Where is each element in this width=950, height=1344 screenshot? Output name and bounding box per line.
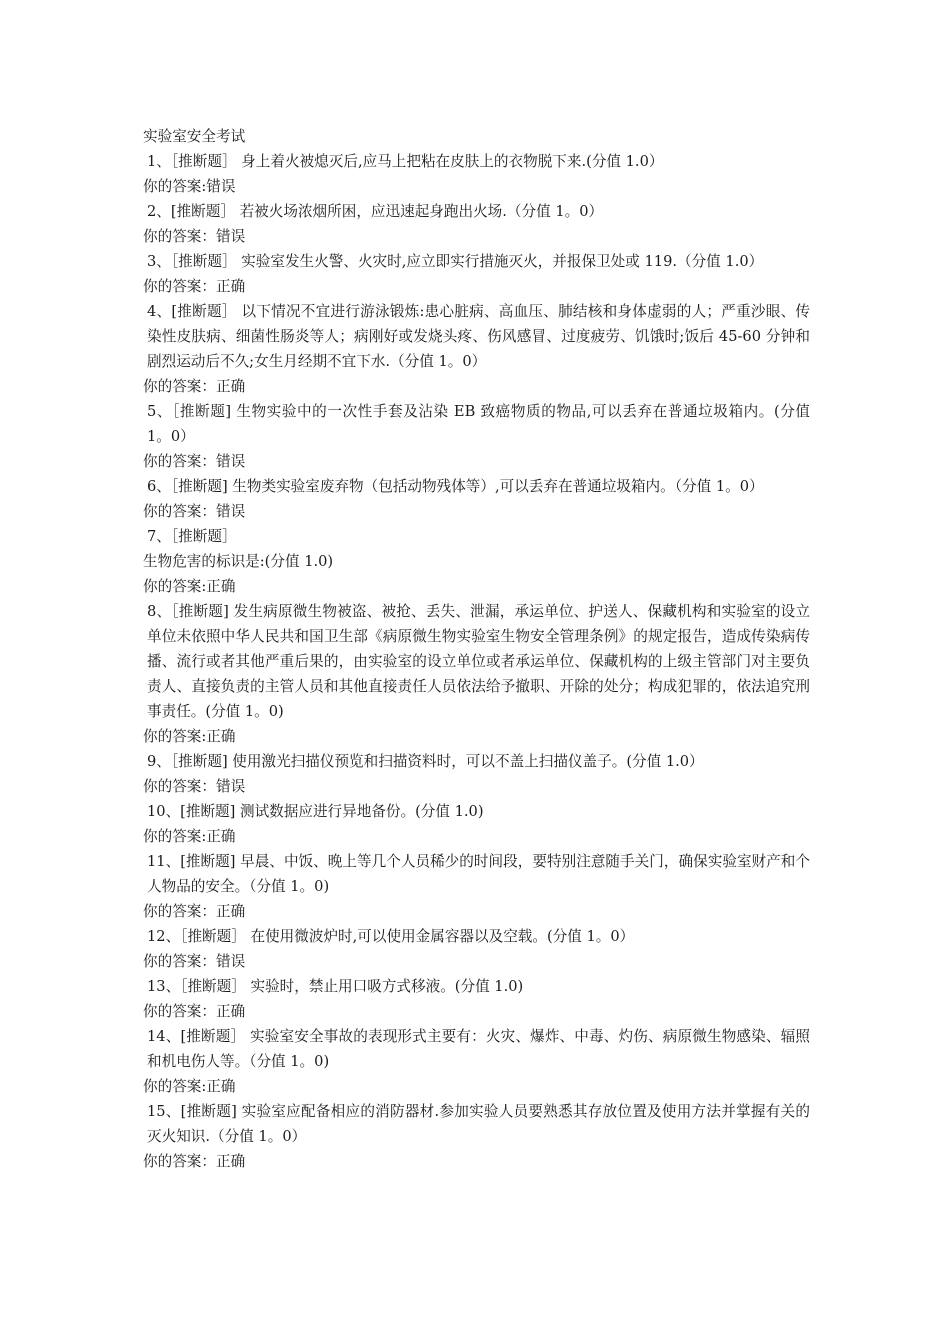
answer-11: 你的答案：正确 — [143, 903, 246, 920]
answer-2: 你的答案：错误 — [143, 228, 246, 245]
answer-7: 你的答案:正确 — [143, 578, 236, 595]
question-2: 2、[推断题］ 若被火场浓烟所困，应迅速起身跑出火场.（分值 1。0） — [147, 203, 604, 220]
question-15: 15、[推断题] 实验室应配备相应的消防器材.参加实验人员要熟悉其存放位置及使用方法并掌握有关的灭火知识.（分值 1。0） — [147, 1103, 810, 1145]
question-3: 3、［推断题］ 实验室发生火警、火灾时,应立即实行措施灭火，并报保卫处或 119.（分值 1.0） — [147, 253, 764, 270]
document-title: 实验室安全考试 — [143, 128, 246, 145]
question-7-text: 生物危害的标识是:(分值 1.0) — [143, 553, 334, 570]
answer-5: 你的答案：错误 — [143, 453, 246, 470]
question-5: 5、［推断题] 生物实验中的一次性手套及沾染 EB 致癌物质的物品,可以丢弃在普通垃圾箱内。(分值 1。0） — [147, 403, 810, 445]
question-8: 8、［推断题] 发生病原微生物被盗、被抢、丢失、泄漏，承运单位、护送人、保藏机构和实验室的设立单位未依照中华人民共和国卫生部《病原微生物实验室生物安全管理条例》的规定报告，造成传染病传播、流行或者其他严重后果的，由实验室的设立单位或者承运单位、保藏机构的上级主管部门对主要负责人、直接负责的主管人员和其他直接责任人员依法给予撤职、开除的处分；构成犯罪的，依法追究刑事责任。(分值 1。0) — [147, 603, 810, 720]
answer-15: 你的答案：正确 — [143, 1153, 246, 1170]
answer-8: 你的答案:正确 — [143, 728, 236, 745]
answer-12: 你的答案：错误 — [143, 953, 246, 970]
question-9: 9、［推断题] 使用激光扫描仪预览和扫描资料时，可以不盖上扫描仪盖子。(分值 1.0） — [147, 753, 704, 770]
question-4: 4、[推断题］ 以下情况不宜进行游泳锻炼:患心脏病、高血压、肺结核和身体虚弱的人；严重沙眼、传染性皮肤病、细菌性肠炎等人；病刚好或发烧头疼、伤风感冒、过度疲劳、饥饿时;饭后 45-60 分钟和剧烈运动后不久;女生月经期不宜下水.（分值 1。0） — [147, 303, 810, 370]
question-13: 13、［推断题］ 实验时，禁止用口吸方式移液。(分值 1.0) — [147, 978, 524, 995]
question-10: 10、[推断题] 测试数据应进行异地备份。(分值 1.0) — [147, 803, 484, 820]
answer-13: 你的答案：正确 — [143, 1003, 246, 1020]
answer-10: 你的答案:正确 — [143, 828, 236, 845]
answer-9: 你的答案：错误 — [143, 778, 246, 795]
question-1: 1、［推断题］ 身上着火被熄灭后,应马上把粘在皮肤上的衣物脱下来.(分值 1.0） — [147, 153, 664, 170]
answer-14: 你的答案:正确 — [143, 1078, 236, 1095]
question-6: 6、［推断题] 生物类实验室废弃物（包括动物残体等）,可以丢弃在普通垃圾箱内。（分值 1。0） — [147, 478, 764, 495]
answer-6: 你的答案：错误 — [143, 503, 246, 520]
answer-1: 你的答案:错误 — [143, 178, 236, 195]
question-12: 12、［推断题］ 在使用微波炉时,可以使用金属容器以及空载。(分值 1。0） — [147, 928, 635, 945]
question-7-heading: 7、［推断题］ — [147, 528, 237, 545]
question-14: 14、[推断题］ 实验室安全事故的表现形式主要有：火灾、爆炸、中毒、灼伤、病原微生物感染、辐照和机电伤人等。（分值 1。0) — [147, 1028, 810, 1070]
answer-4: 你的答案：正确 — [143, 378, 246, 395]
question-11: 11、[推断题] 早晨、中饭、晚上等几个人员稀少的时间段，要特别注意随手关门，确保实验室财产和个人物品的安全。（分值 1。0) — [147, 853, 810, 895]
document-body — [143, 124, 810, 1174]
answer-3: 你的答案：正确 — [143, 278, 246, 295]
